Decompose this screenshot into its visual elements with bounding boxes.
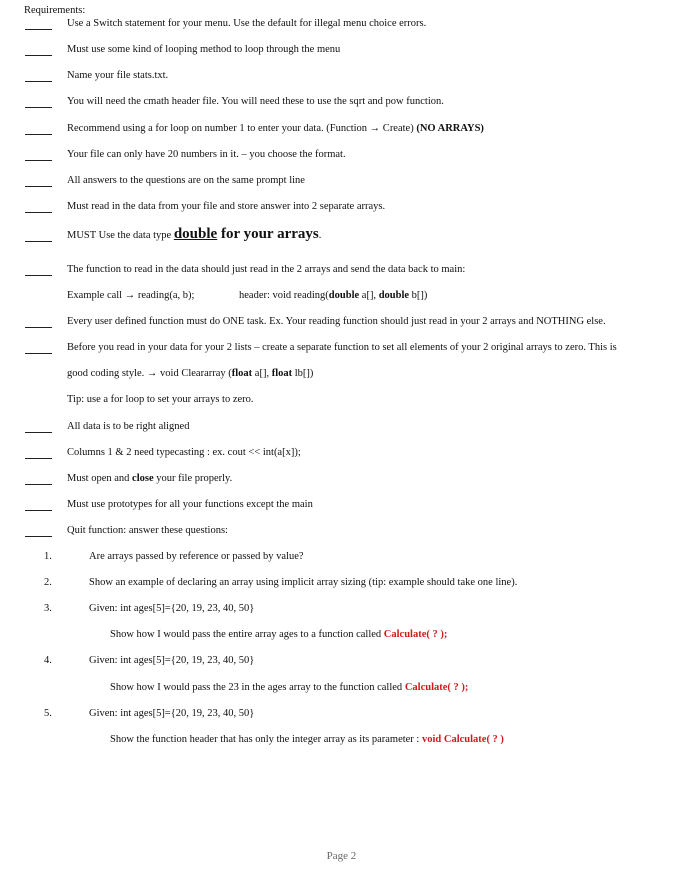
question-text: Show an example of declaring an array using implicit array sizing (tip: example should take one line). <box>89 577 518 588</box>
requirement-text: Columns 1 & 2 need typecasting : ex. cout << int(a[x]); <box>67 447 301 458</box>
checkbox-blank[interactable] <box>25 134 52 135</box>
checkbox-blank[interactable] <box>25 241 52 242</box>
requirement-text-part: Must open and <box>67 473 133 484</box>
question-text: Are arrays passed by reference or passed by value? <box>89 551 304 562</box>
checkbox-blank[interactable] <box>25 186 52 187</box>
checkbox-blank[interactable] <box>25 55 52 56</box>
requirement-text <box>67 226 321 243</box>
coding-style-part: good coding style. → void Cleararray ( <box>67 368 232 379</box>
calculate-header: void Calculate( ? ) <box>421 734 504 745</box>
requirement-text: All data is to be right aligned <box>67 421 190 432</box>
double-keyword: double <box>173 226 218 242</box>
header-text-part: b[]) <box>409 290 428 301</box>
coding-style-text <box>67 368 313 379</box>
coding-style-part: lb[]) <box>292 368 314 379</box>
calculate-call: Calculate( ? ); <box>383 629 448 640</box>
requirement-text: Must use prototypes for all your functions except the main <box>67 499 313 510</box>
checkbox-blank[interactable] <box>25 327 52 328</box>
no-arrays-emphasis: (NO ARRAYS) <box>416 123 484 134</box>
example-call: Example call → reading(a, b); <box>67 290 195 301</box>
coding-style-type: float <box>271 368 293 379</box>
header-type: double <box>328 290 360 301</box>
coding-style-part: a[], <box>252 368 272 379</box>
requirement-text: Name your file stats.txt. <box>67 70 169 81</box>
question-subtext-part: Show how I would pass the 23 in the ages array to the function called <box>110 682 405 693</box>
requirement-text: Before you read in your data for your 2 lists – create a separate function to set all elements of your 2 original arrays to zero. This is <box>67 342 617 353</box>
requirement-text: Your file can only have 20 numbers in it. – you choose the format. <box>67 149 346 160</box>
checkbox-blank[interactable] <box>25 484 52 485</box>
requirement-text <box>67 473 232 484</box>
calculate-call: Calculate( ? ); <box>404 682 469 693</box>
requirement-text-part: . <box>318 230 322 241</box>
requirement-text-part: your file properly. <box>153 473 233 484</box>
requirement-text: All answers to the questions are on the same prompt line <box>67 175 305 186</box>
question-subtext <box>110 734 504 745</box>
header-type: double <box>378 290 410 301</box>
checkbox-blank[interactable] <box>25 29 52 30</box>
requirement-text: You will need the cmath header file. You will need these to use the sqrt and pow function. <box>67 96 444 107</box>
checkbox-blank[interactable] <box>25 536 52 537</box>
header-text-part: a[], <box>359 290 379 301</box>
header-text-part: header: void reading( <box>239 290 329 301</box>
question-subtext-part: Show how I would pass the entire array ages to a function called <box>110 629 384 640</box>
question-number: 1. <box>44 551 52 562</box>
requirements-heading: Requirements: <box>24 5 86 16</box>
requirement-text-part: Recommend using a for loop on number 1 to enter your data. (Function → Create) <box>67 123 417 134</box>
requirement-text-part: MUST Use the data type <box>67 230 174 241</box>
question-subtext <box>110 682 468 693</box>
requirement-text-emphasis: for your arrays <box>217 226 319 242</box>
close-emphasis: close <box>132 473 154 484</box>
requirement-text: Every user defined function must do ONE task. Ex. Your reading function should just read in your 2 arrays and NOTHING else. <box>67 316 606 327</box>
checkbox-blank[interactable] <box>25 458 52 459</box>
question-number: 5. <box>44 708 52 719</box>
checkbox-blank[interactable] <box>25 81 52 82</box>
example-header <box>239 290 427 301</box>
checkbox-blank[interactable] <box>25 510 52 511</box>
checkbox-blank[interactable] <box>25 107 52 108</box>
requirement-text: Must read in the data from your file and store answer into 2 separate arrays. <box>67 201 386 212</box>
requirement-text: Must use some kind of looping method to loop through the menu <box>67 44 341 55</box>
requirement-text: Use a Switch statement for your menu. Use the default for illegal menu choice errors. <box>67 18 427 29</box>
question-text: Given: int ages[5]={20, 19, 23, 40, 50} <box>89 708 255 719</box>
tip-text: Tip: use a for loop to set your arrays to zero. <box>67 394 254 405</box>
checkbox-blank[interactable] <box>25 160 52 161</box>
question-number: 3. <box>44 603 52 614</box>
page-number: Page 2 <box>326 850 357 862</box>
checkbox-blank[interactable] <box>25 212 52 213</box>
question-subtext-part: Show the function header that has only the integer array as its parameter : <box>110 734 422 745</box>
checkbox-blank[interactable] <box>25 432 52 433</box>
checkbox-blank[interactable] <box>25 275 52 276</box>
question-text: Given: int ages[5]={20, 19, 23, 40, 50} <box>89 603 255 614</box>
checkbox-blank[interactable] <box>25 353 52 354</box>
requirement-text: Quit function: answer these questions: <box>67 525 228 536</box>
question-subtext <box>110 629 447 640</box>
coding-style-type: float <box>231 368 253 379</box>
question-number: 4. <box>44 655 52 666</box>
requirement-text <box>67 123 484 134</box>
question-text: Given: int ages[5]={20, 19, 23, 40, 50} <box>89 655 255 666</box>
requirement-text: The function to read in the data should just read in the 2 arrays and send the data back to main: <box>67 264 466 275</box>
question-number: 2. <box>44 577 52 588</box>
